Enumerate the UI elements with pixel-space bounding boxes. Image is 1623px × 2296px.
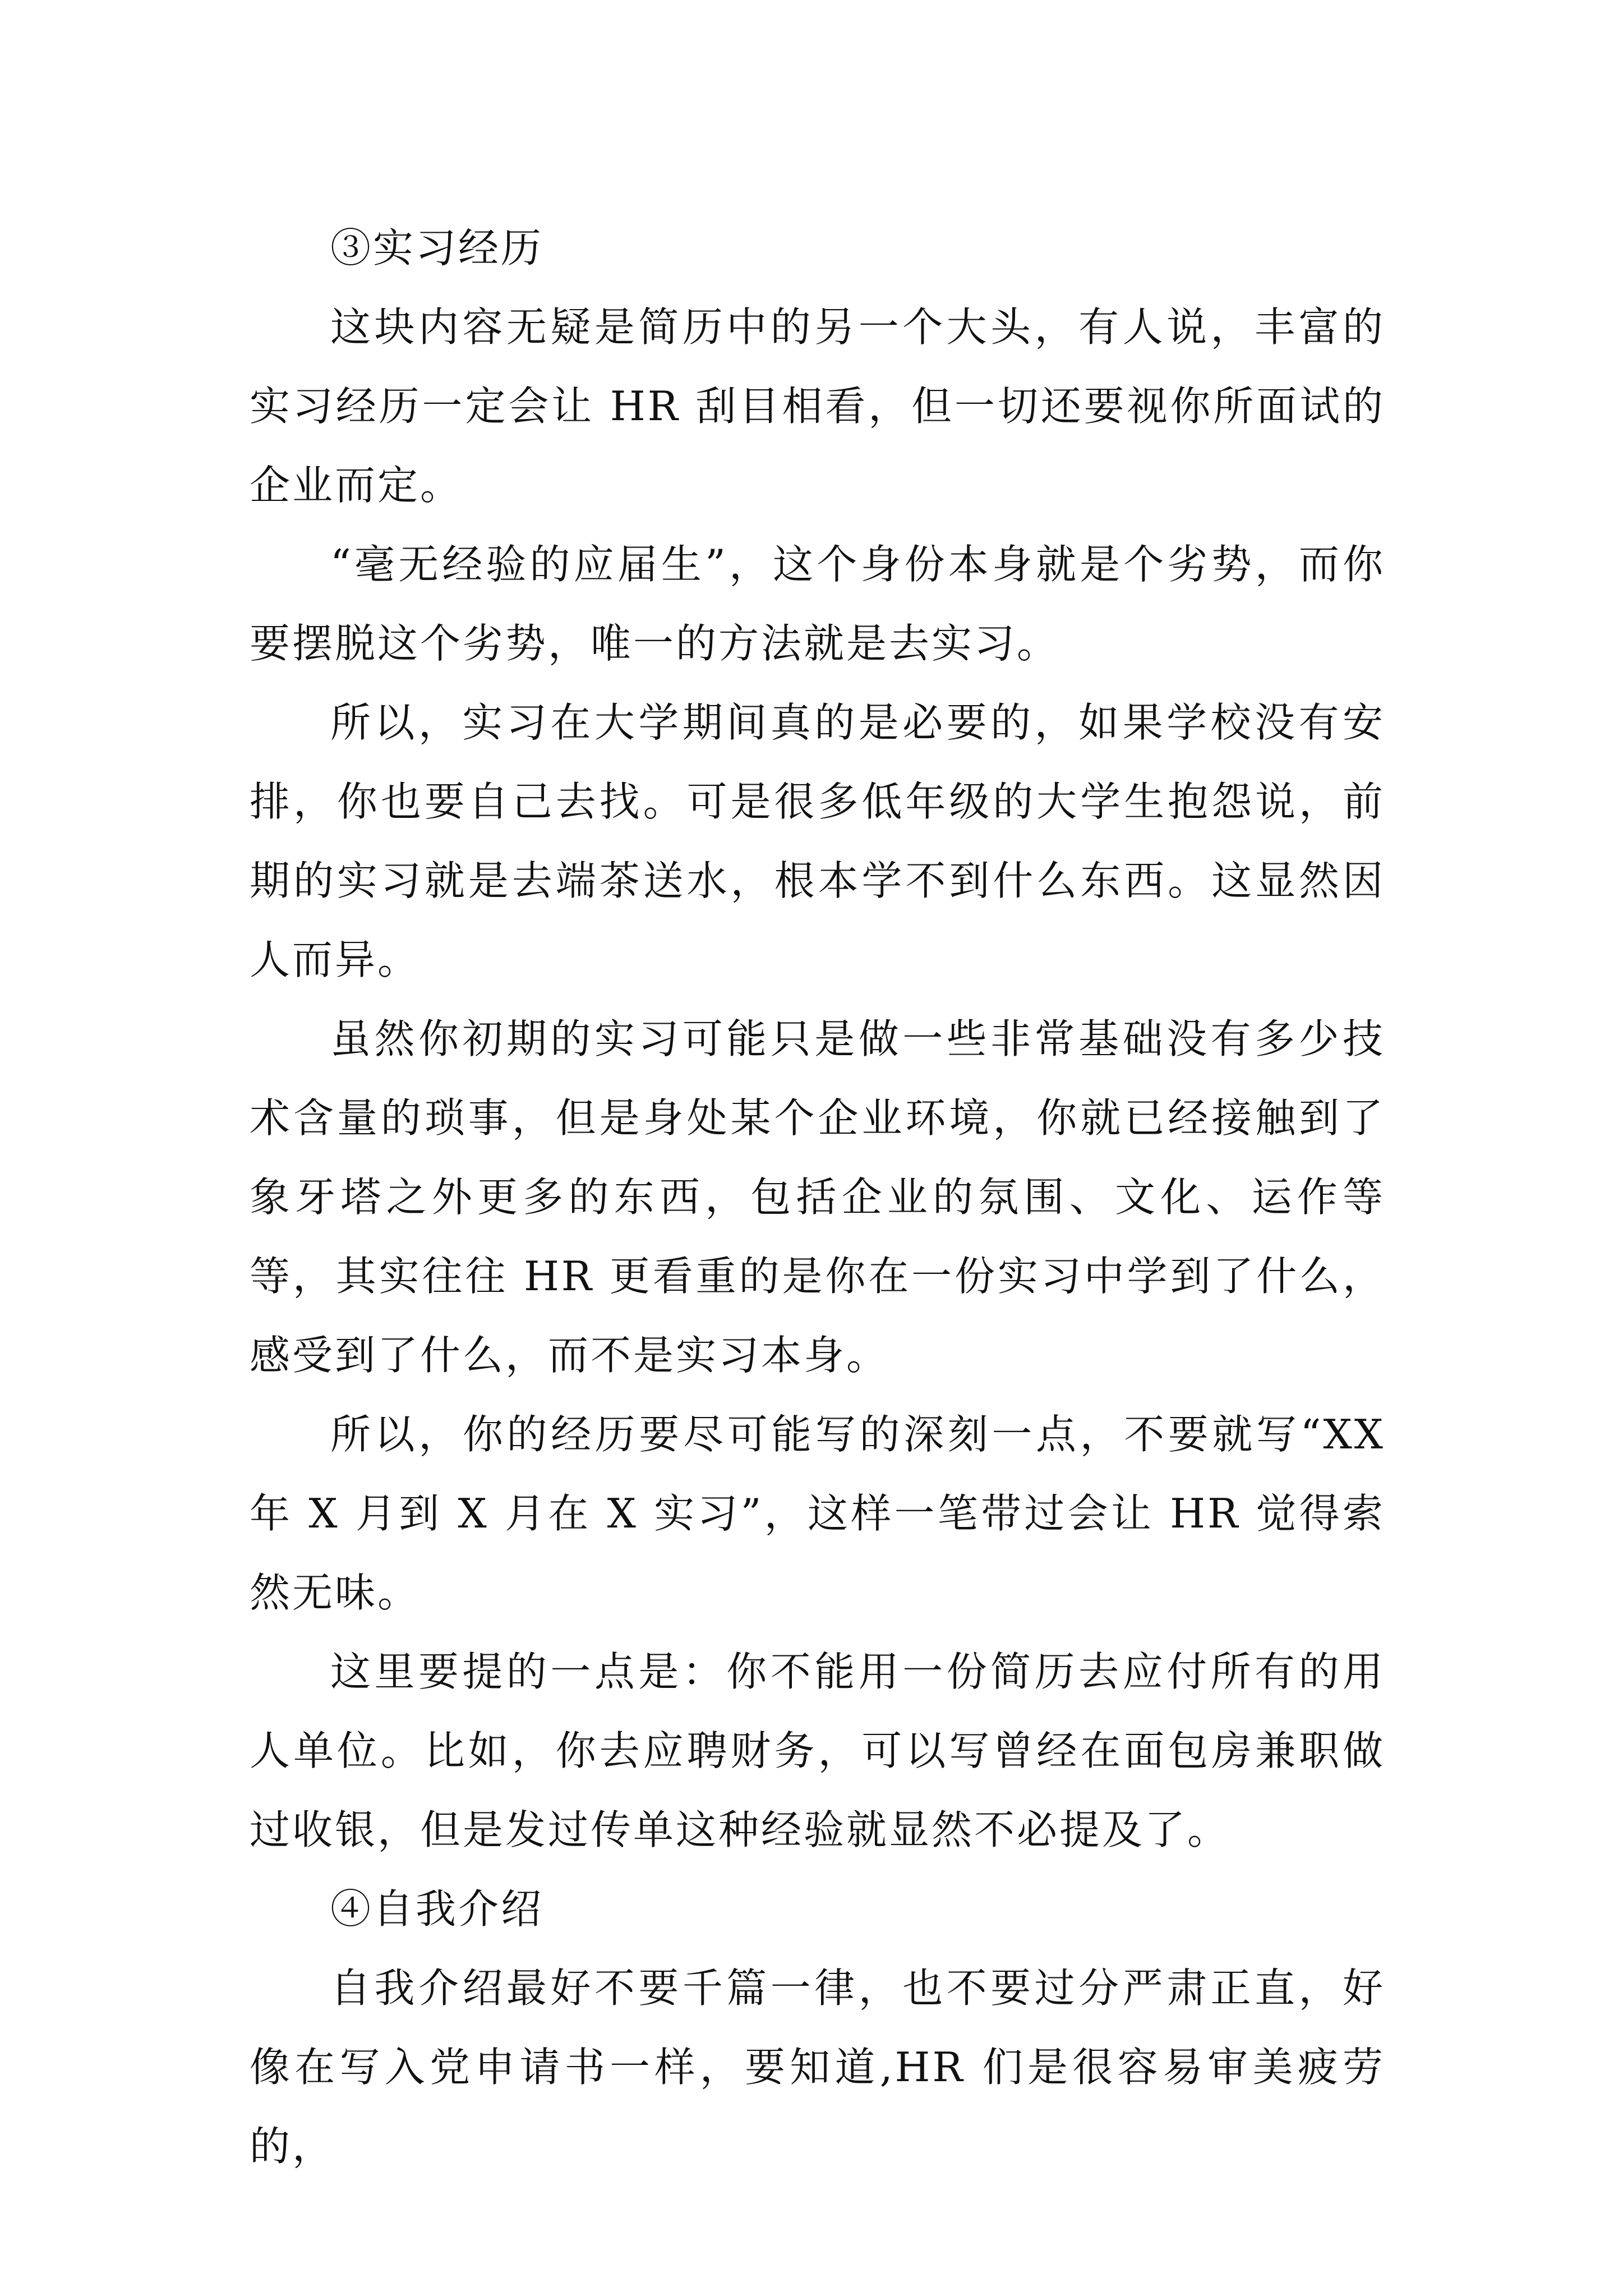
paragraph-write-in-depth: 所以，你的经历要尽可能写的深刻一点，不要就写“XX 年 X 月到 X 月在 X 实习”，这样一笔带过会让 HR 觉得索然无味。 xyxy=(250,1411,1385,1616)
paragraph-tailor-resume: 这里要提的一点是：你不能用一份简历去应付所有的用人单位。比如，你去应聘财务，可以写曾经在面包房兼职做过收银，但是发过传单这种经验就显然不必提及了。 xyxy=(250,1648,1385,1853)
paragraph-self-intro: 自我介绍最好不要千篇一律，也不要过分严肃正直，好像在写入党申请书一样，要知道,HR 们是很容易审美疲劳的， xyxy=(250,1964,1385,2170)
section-heading-self-intro: ④自我介绍 xyxy=(330,1885,544,1932)
paragraph-internship-intro: 这块内容无疑是简历中的另一个大头，有人说，丰富的实习经历一定会让 HR 刮目相看，但一切还要视你所面试的企业而定。 xyxy=(250,303,1385,509)
paragraph-internship-necessity: 所以，实习在大学期间真的是必要的，如果学校没有安排，你也要自己去找。可是很多低年级的大学生抱怨说，前期的实习就是去端茶送水，根本学不到什么东西。这显然因人而异。 xyxy=(250,699,1385,983)
document-body xyxy=(250,209,1385,2186)
paragraph-fresh-graduate: “毫无经验的应届生”，这个身份本身就是个劣势，而你要摆脱这个劣势，唯一的方法就是去实习。 xyxy=(250,541,1385,667)
paragraph-early-internship: 虽然你初期的实习可能只是做一些非常基础没有多少技术含量的琐事，但是身处某个企业环境，你就已经接触到了象牙塔之外更多的东西，包括企业的氛围、文化、运作等等，其实往往 HR 更看重的是你在一份实习中学到了什么，感受到了什么，而不是实习本身。 xyxy=(250,1015,1385,1379)
section-heading-internship: ③实习经历 xyxy=(330,224,544,272)
